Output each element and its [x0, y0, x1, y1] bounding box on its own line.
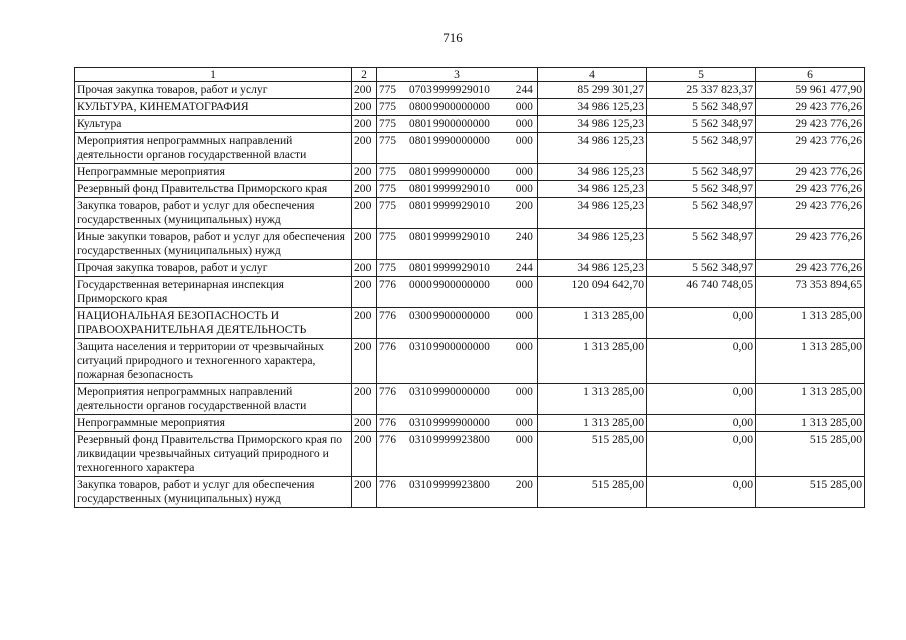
row-csr: 9999900000 [433, 417, 490, 429]
row-ved: 200 [352, 477, 377, 508]
row-ved: 200 [352, 260, 377, 277]
row-vr: 000 [515, 101, 533, 113]
row-pr: 0310 [409, 417, 432, 429]
row-name: Культура [75, 116, 352, 133]
row-code [377, 384, 538, 415]
row-value-5: 0,00 [647, 308, 756, 339]
row-value-5: 5 562 348,97 [647, 260, 756, 277]
row-value-6: 1 313 285,00 [756, 384, 865, 415]
row-rz: 775 [379, 183, 397, 195]
row-name: Прочая закупка товаров, работ и услуг [75, 260, 352, 277]
row-vr: 000 [515, 417, 533, 429]
row-pr: 0801 [409, 200, 432, 212]
table-row [75, 339, 865, 384]
row-ved: 200 [352, 198, 377, 229]
row-name: НАЦИОНАЛЬНАЯ БЕЗОПАСНОСТЬ И ПРАВООХРАНИТЕЛЬНАЯ ДЕЯТЕЛЬНОСТЬ [75, 308, 352, 339]
row-rz: 776 [379, 310, 397, 322]
row-value-5: 0,00 [647, 384, 756, 415]
row-ved: 200 [352, 277, 377, 308]
row-value-4: 515 285,00 [538, 477, 647, 508]
table-row [75, 432, 865, 477]
row-value-4: 120 094 642,70 [538, 277, 647, 308]
row-rz: 776 [379, 386, 397, 398]
row-value-4: 34 986 125,23 [538, 133, 647, 164]
table-row [75, 384, 865, 415]
row-value-5: 0,00 [647, 432, 756, 477]
row-pr: 0300 [409, 310, 432, 322]
row-rz: 775 [379, 166, 397, 178]
row-name: Защита населения и территории от чрезвычайных ситуаций природного и техногенного характера, пожарная безопасность [75, 339, 352, 384]
row-pr: 0310 [409, 386, 432, 398]
row-code [377, 432, 538, 477]
row-csr: 9999900000 [433, 166, 490, 178]
row-rz: 776 [379, 417, 397, 429]
table-row [75, 477, 865, 508]
row-pr: 0703 [409, 84, 432, 96]
row-csr: 9990000000 [433, 386, 490, 398]
row-code [377, 477, 538, 508]
row-vr: 000 [515, 341, 533, 353]
row-pr: 0000 [409, 279, 432, 291]
row-value-4: 34 986 125,23 [538, 116, 647, 133]
row-code [377, 99, 538, 116]
row-value-5: 5 562 348,97 [647, 116, 756, 133]
row-code [377, 415, 538, 432]
header-cell: 5 [647, 68, 756, 82]
row-value-4: 1 313 285,00 [538, 384, 647, 415]
row-ved: 200 [352, 308, 377, 339]
row-rz: 775 [379, 118, 397, 130]
row-value-6: 29 423 776,26 [756, 99, 865, 116]
row-code [377, 339, 538, 384]
row-ved: 200 [352, 181, 377, 198]
row-value-5: 0,00 [647, 339, 756, 384]
row-vr: 000 [515, 310, 533, 322]
row-csr: 9900000000 [433, 101, 490, 113]
row-value-6: 515 285,00 [756, 477, 865, 508]
row-code [377, 198, 538, 229]
row-pr: 0310 [409, 341, 432, 353]
row-pr: 0801 [409, 166, 432, 178]
row-pr: 0310 [409, 434, 432, 446]
row-rz: 776 [379, 279, 397, 291]
page-number: 716 [443, 30, 463, 45]
row-value-5: 5 562 348,97 [647, 133, 756, 164]
table-row [75, 164, 865, 181]
table-row [75, 308, 865, 339]
row-name: Закупка товаров, работ и услуг для обеспечения государственных (муниципальных) нужд [75, 198, 352, 229]
row-value-6: 1 313 285,00 [756, 415, 865, 432]
row-value-5: 25 337 823,37 [647, 82, 756, 99]
row-vr: 000 [515, 386, 533, 398]
row-value-5: 0,00 [647, 415, 756, 432]
row-value-4: 85 299 301,27 [538, 82, 647, 99]
row-ved: 200 [352, 82, 377, 99]
row-vr: 200 [515, 200, 533, 212]
row-rz: 776 [379, 479, 397, 491]
row-value-6: 59 961 477,90 [756, 82, 865, 99]
row-value-6: 29 423 776,26 [756, 116, 865, 133]
table-row [75, 277, 865, 308]
row-ved: 200 [352, 415, 377, 432]
row-vr: 000 [515, 166, 533, 178]
row-code [377, 116, 538, 133]
row-value-6: 73 353 894,65 [756, 277, 865, 308]
row-value-5: 5 562 348,97 [647, 164, 756, 181]
row-value-4: 34 986 125,23 [538, 164, 647, 181]
table-row [75, 181, 865, 198]
row-value-6: 29 423 776,26 [756, 260, 865, 277]
table-row [75, 415, 865, 432]
row-csr: 9999929010 [433, 200, 490, 212]
row-value-5: 46 740 748,05 [647, 277, 756, 308]
row-value-5: 5 562 348,97 [647, 229, 756, 260]
row-vr: 200 [515, 479, 533, 491]
row-value-6: 1 313 285,00 [756, 308, 865, 339]
row-name: КУЛЬТУРА, КИНЕМАТОГРАФИЯ [75, 99, 352, 116]
row-value-5: 5 562 348,97 [647, 198, 756, 229]
row-pr: 0310 [409, 479, 432, 491]
row-code [377, 164, 538, 181]
row-ved: 200 [352, 229, 377, 260]
row-name: Государственная ветеринарная инспекция Приморского края [75, 277, 352, 308]
row-code [377, 277, 538, 308]
row-vr: 000 [515, 279, 533, 291]
header-cell: 4 [538, 68, 647, 82]
row-ved: 200 [352, 116, 377, 133]
row-value-4: 1 313 285,00 [538, 308, 647, 339]
row-csr: 9999929010 [433, 84, 490, 96]
row-name: Мероприятия непрограммных направлений деятельности органов государственной власти [75, 133, 352, 164]
row-csr: 9990000000 [433, 135, 490, 147]
row-code [377, 82, 538, 99]
row-code [377, 308, 538, 339]
row-name: Резервный фонд Правительства Приморского края по ликвидации чрезвычайных ситуаций природного и техногенного характера [75, 432, 352, 477]
row-code [377, 133, 538, 164]
row-name: Непрограммные мероприятия [75, 164, 352, 181]
row-rz: 776 [379, 341, 397, 353]
row-name: Закупка товаров, работ и услуг для обеспечения государственных (муниципальных) нужд [75, 477, 352, 508]
row-csr: 9900000000 [433, 341, 490, 353]
row-ved: 200 [352, 99, 377, 116]
row-ved: 200 [352, 339, 377, 384]
row-value-4: 34 986 125,23 [538, 198, 647, 229]
row-rz: 776 [379, 434, 397, 446]
table-row [75, 260, 865, 277]
row-csr: 9999923800 [433, 479, 490, 491]
row-ved: 200 [352, 133, 377, 164]
table-row [75, 133, 865, 164]
row-name: Резервный фонд Правительства Приморского края [75, 181, 352, 198]
row-code [377, 260, 538, 277]
row-csr: 9999929010 [433, 231, 490, 243]
row-csr: 9999923800 [433, 434, 490, 446]
row-pr: 0801 [409, 231, 432, 243]
header-cell: 2 [352, 68, 377, 82]
row-code [377, 229, 538, 260]
row-csr: 9900000000 [433, 310, 490, 322]
row-pr: 0801 [409, 118, 432, 130]
table-row [75, 99, 865, 116]
row-pr: 0801 [409, 183, 432, 195]
row-csr: 9999929010 [433, 262, 490, 274]
row-name: Мероприятия непрограммных направлений деятельности органов государственной власти [75, 384, 352, 415]
row-vr: 244 [515, 262, 533, 274]
row-value-4: 1 313 285,00 [538, 339, 647, 384]
row-rz: 775 [379, 231, 397, 243]
row-pr: 0800 [409, 101, 432, 113]
table-row [75, 229, 865, 260]
row-name: Иные закупки товаров, работ и услуг для обеспечения государственных (муниципальных) нужд [75, 229, 352, 260]
row-ved: 200 [352, 384, 377, 415]
row-rz: 775 [379, 135, 397, 147]
row-rz: 775 [379, 101, 397, 113]
row-value-5: 5 562 348,97 [647, 99, 756, 116]
row-vr: 000 [515, 135, 533, 147]
table-row [75, 198, 865, 229]
row-value-6: 1 313 285,00 [756, 339, 865, 384]
row-ved: 200 [352, 432, 377, 477]
row-vr: 000 [515, 183, 533, 195]
row-pr: 0801 [409, 135, 432, 147]
row-csr: 9900000000 [433, 118, 490, 130]
header-cell: 3 [377, 68, 538, 82]
row-name: Непрограммные мероприятия [75, 415, 352, 432]
row-value-4: 34 986 125,23 [538, 260, 647, 277]
header-cell: 6 [756, 68, 865, 82]
table-row [75, 82, 865, 99]
row-csr: 9999929010 [433, 183, 490, 195]
row-vr: 244 [515, 84, 533, 96]
row-value-4: 34 986 125,23 [538, 229, 647, 260]
row-vr: 240 [515, 231, 533, 243]
row-rz: 775 [379, 262, 397, 274]
row-ved: 200 [352, 164, 377, 181]
row-vr: 000 [515, 434, 533, 446]
row-value-4: 34 986 125,23 [538, 181, 647, 198]
row-value-5: 0,00 [647, 477, 756, 508]
row-pr: 0801 [409, 262, 432, 274]
row-value-6: 29 423 776,26 [756, 164, 865, 181]
table-header-row [75, 68, 865, 82]
row-name: Прочая закупка товаров, работ и услуг [75, 82, 352, 99]
row-vr: 000 [515, 118, 533, 130]
row-value-6: 29 423 776,26 [756, 181, 865, 198]
row-value-4: 1 313 285,00 [538, 415, 647, 432]
row-rz: 775 [379, 200, 397, 212]
row-value-6: 29 423 776,26 [756, 198, 865, 229]
header-cell: 1 [75, 68, 352, 82]
row-value-4: 515 285,00 [538, 432, 647, 477]
row-rz: 775 [379, 84, 397, 96]
row-csr: 9900000000 [433, 279, 490, 291]
table-body [75, 68, 865, 508]
row-value-6: 29 423 776,26 [756, 229, 865, 260]
row-value-6: 515 285,00 [756, 432, 865, 477]
row-value-4: 34 986 125,23 [538, 99, 647, 116]
row-code [377, 181, 538, 198]
row-value-6: 29 423 776,26 [756, 133, 865, 164]
table-row [75, 116, 865, 133]
row-value-5: 5 562 348,97 [647, 181, 756, 198]
budget-table [74, 67, 865, 508]
